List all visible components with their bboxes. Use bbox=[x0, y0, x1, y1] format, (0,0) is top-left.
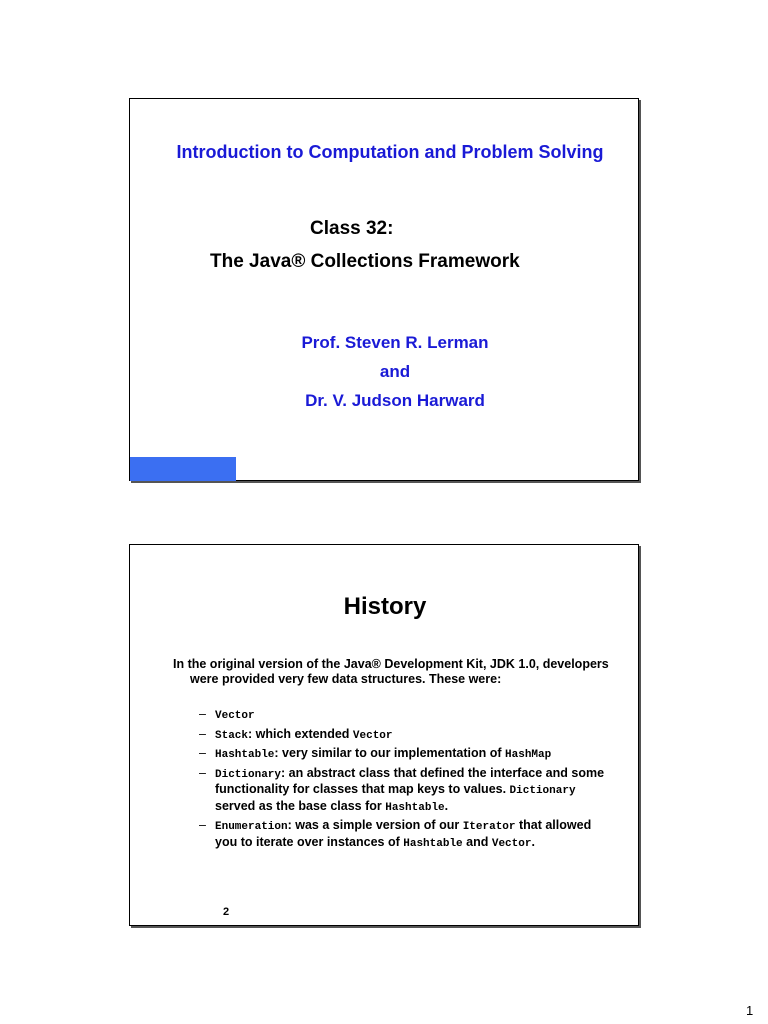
list-item bbox=[199, 707, 609, 724]
item-text: . bbox=[531, 834, 535, 849]
sheet-page-number: 1 bbox=[746, 1003, 754, 1018]
author-2: Dr. V. Judson Harward bbox=[305, 391, 485, 410]
list-item bbox=[199, 766, 609, 816]
code-term: Hashtable bbox=[215, 749, 275, 761]
class-title: The Java® Collections Framework bbox=[210, 251, 520, 272]
item-text: that allowed you to iterate over instances of bbox=[215, 818, 592, 849]
code-term: Enumeration bbox=[215, 821, 288, 833]
code-term: Iterator bbox=[462, 821, 516, 833]
intro-paragraph: In the original version of the Java® Development Kit, JDK 1.0, developers were provided very few data structures. These were: bbox=[173, 657, 609, 686]
accent-bar bbox=[130, 457, 236, 481]
slide-title: History bbox=[343, 593, 427, 620]
code-term: Vector bbox=[352, 729, 393, 742]
bullet-dash: – bbox=[199, 765, 206, 780]
list-item bbox=[199, 746, 609, 763]
bullet-dash: – bbox=[199, 707, 206, 721]
item-text: : an abstract class that defined the interface and some functionality for classes that map keys to values. bbox=[215, 765, 605, 796]
code-term: Vector bbox=[491, 837, 532, 850]
code-term: Dictionary bbox=[215, 768, 282, 781]
history-slide bbox=[129, 544, 639, 926]
item-text: and bbox=[462, 834, 492, 849]
code-term: HashMap bbox=[505, 749, 552, 761]
item-text: . bbox=[444, 798, 449, 813]
bullet-dash: – bbox=[199, 746, 206, 760]
course-title: Introduction to Computation and Problem Solving bbox=[176, 142, 604, 162]
list-item bbox=[199, 818, 609, 851]
code-term: Hashtable bbox=[385, 801, 445, 814]
bullet-dash: – bbox=[199, 818, 206, 832]
class-list bbox=[199, 707, 609, 854]
author-conjunction: and bbox=[379, 362, 411, 381]
list-item bbox=[199, 727, 609, 744]
slide-page-number: 2 bbox=[223, 906, 230, 918]
code-term: Hashtable bbox=[403, 837, 463, 850]
author-1: Prof. Steven R. Lerman bbox=[301, 333, 489, 352]
item-text: served as the base class for bbox=[215, 798, 386, 813]
code-term: Stack bbox=[215, 729, 249, 742]
code-term: Dictionary bbox=[509, 785, 576, 797]
item-text: : was a simple version of our bbox=[287, 818, 463, 832]
title-slide bbox=[129, 98, 639, 481]
code-term: Vector bbox=[215, 710, 255, 722]
bullet-dash: – bbox=[199, 726, 206, 741]
item-text: : very similar to our implementation of bbox=[274, 746, 506, 760]
item-text: : which extended bbox=[248, 726, 353, 741]
class-number: Class 32: bbox=[310, 218, 394, 239]
